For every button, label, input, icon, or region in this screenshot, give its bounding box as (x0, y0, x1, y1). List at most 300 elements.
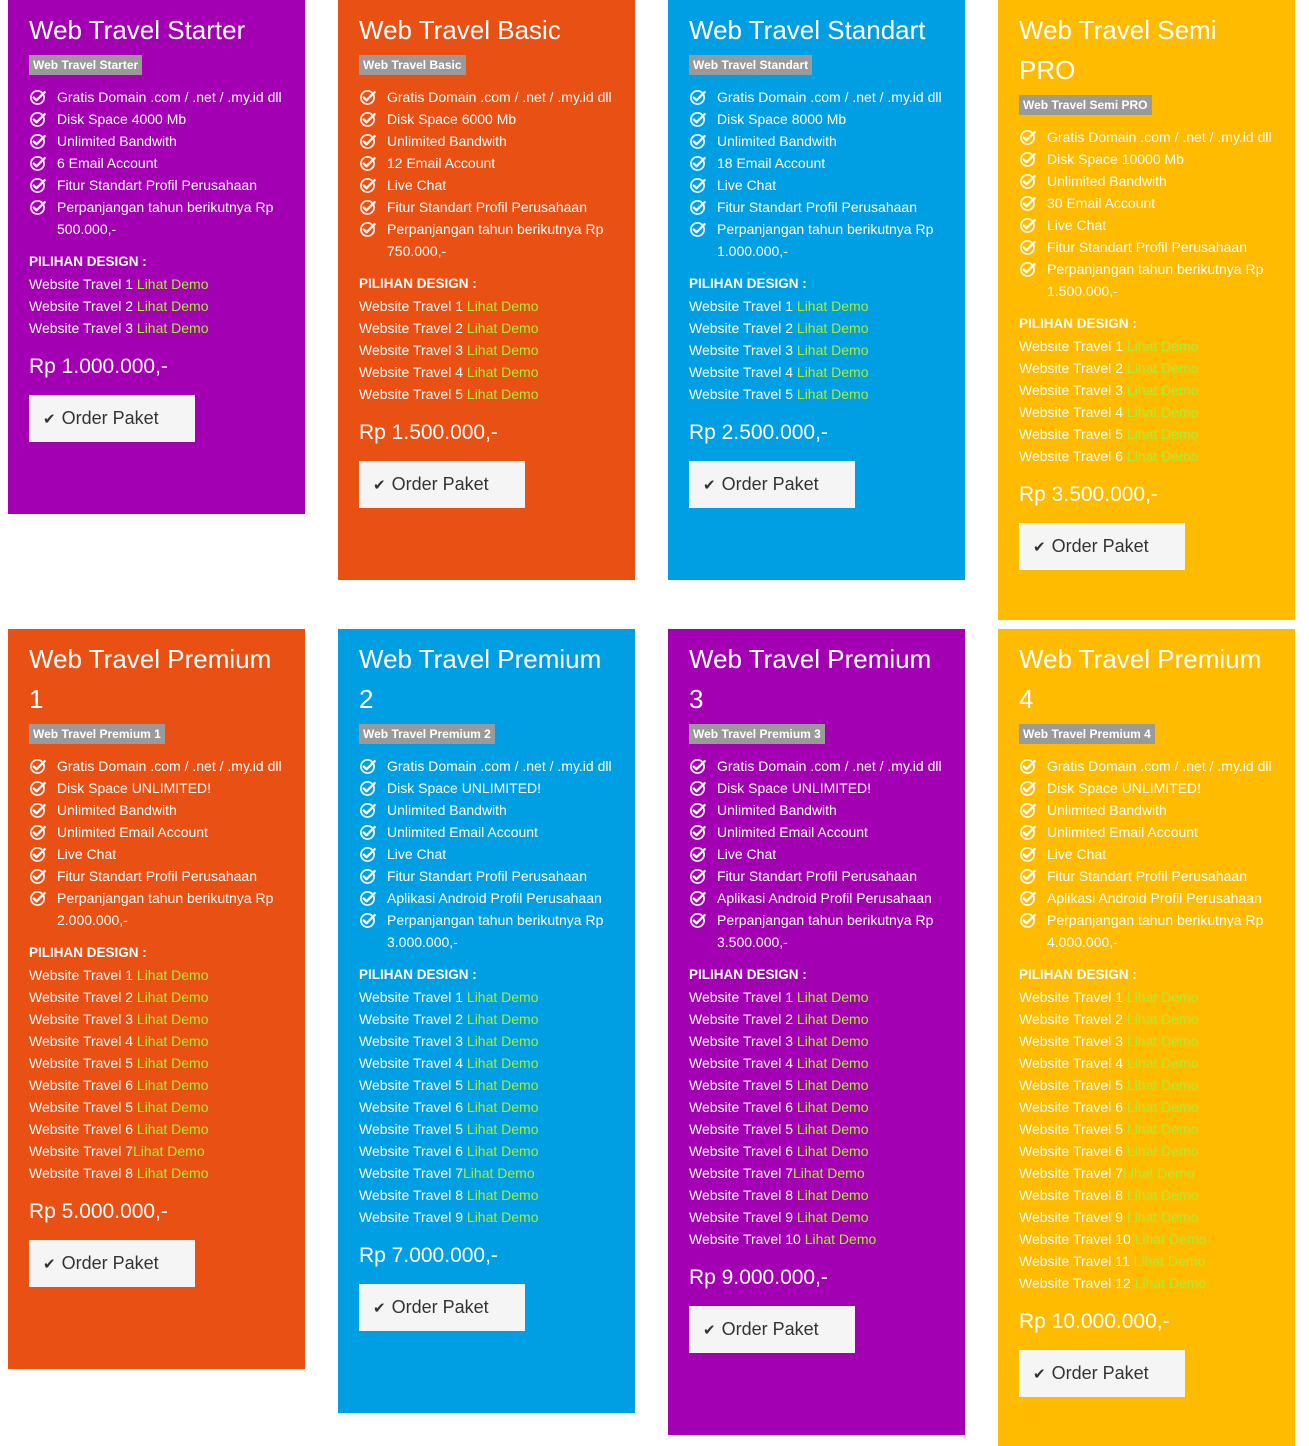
feature-text: Aplikasi Android Profil Perusahaan (1047, 890, 1262, 906)
demo-link[interactable]: Lihat Demo (136, 1165, 209, 1181)
feature-text: Aplikasi Android Profil Perusahaan (717, 890, 932, 906)
demo-link[interactable]: Lihat Demo (466, 1033, 539, 1049)
demo-link[interactable]: Lihat Demo (796, 1187, 869, 1203)
feature-item (1019, 887, 1274, 909)
design-option (689, 1052, 944, 1074)
demo-link[interactable]: Lihat Demo (796, 298, 869, 314)
design-label: Website Travel 8 (359, 1187, 467, 1203)
demo-link[interactable]: Lihat Demo (466, 1011, 539, 1027)
order-button[interactable] (1019, 523, 1185, 570)
feature-text: Gratis Domain .com / .net / .my.id dll (1047, 758, 1272, 774)
feature-list (1019, 126, 1274, 302)
feature-text: Perpanjangan tahun berikutnya Rp 1.000.000,- (717, 221, 934, 259)
demo-link[interactable]: Lihat Demo (796, 342, 869, 358)
design-option (29, 1162, 284, 1184)
design-option (689, 986, 944, 1008)
design-label: Website Travel 6 (359, 1143, 467, 1159)
design-label: Website Travel 1 (29, 276, 137, 292)
demo-link[interactable]: Lihat Demo (466, 1099, 539, 1115)
feature-item (1019, 821, 1274, 843)
design-option (359, 1118, 614, 1140)
feature-item (29, 152, 284, 174)
order-button-label: Order Paket (721, 473, 819, 494)
card-badge: Web Travel Starter (29, 55, 142, 75)
feature-item (689, 86, 944, 108)
card-title: Web Travel Basic (359, 15, 561, 45)
feature-item (1019, 126, 1274, 148)
feature-text: Unlimited Bandwith (717, 802, 837, 818)
design-option (1019, 1272, 1274, 1294)
checkmark-icon: ✔ (1033, 538, 1046, 556)
design-label: Website Travel 9 (359, 1209, 467, 1225)
design-label: Website Travel 9 (689, 1209, 797, 1225)
design-heading: PILIHAN DESIGN : (359, 276, 477, 291)
demo-link[interactable]: Lihat Demo (1134, 1231, 1207, 1247)
feature-text: Aplikasi Android Profil Perusahaan (387, 890, 602, 906)
demo-link[interactable]: Lihat Demo (136, 1011, 209, 1027)
order-button-label: Order Paket (61, 407, 159, 428)
design-option (29, 1030, 284, 1052)
checkmark-icon: ✔ (1033, 1365, 1046, 1383)
feature-item (689, 909, 944, 953)
design-option (1019, 1162, 1274, 1184)
feature-text: Unlimited Bandwith (387, 133, 507, 149)
feature-list (29, 755, 284, 931)
design-option (29, 1096, 284, 1118)
demo-link[interactable]: Lihat Demo (796, 1033, 869, 1049)
design-option (359, 1140, 614, 1162)
design-option (29, 1008, 284, 1030)
design-label: Website Travel 6 (1019, 1143, 1127, 1159)
feature-text: Gratis Domain .com / .net / .my.id dll (717, 758, 942, 774)
design-option (1019, 1118, 1274, 1140)
demo-link[interactable]: Lihat Demo (1126, 1099, 1199, 1115)
demo-link[interactable]: Lihat Demo (136, 989, 209, 1005)
card-price: Rp 3.500.000,- (1019, 483, 1158, 506)
feature-list (1019, 755, 1274, 953)
feature-text: Unlimited Bandwith (1047, 173, 1167, 189)
design-label: Website Travel 6 (1019, 448, 1127, 464)
design-label: Website Travel 3 (689, 1033, 797, 1049)
feature-text: Unlimited Email Account (387, 824, 538, 840)
design-label: Website Travel 2 (689, 320, 797, 336)
design-option (1019, 445, 1274, 467)
feature-text: 18 Email Account (717, 155, 826, 171)
demo-link[interactable]: Lihat Demo (136, 1121, 209, 1137)
feature-item (359, 821, 614, 843)
checkmark-icon: ✔ (43, 1255, 56, 1273)
feature-item (689, 777, 944, 799)
demo-link[interactable]: Lihat Demo (796, 1055, 869, 1071)
design-heading: PILIHAN DESIGN : (359, 967, 477, 982)
card-title: Web Travel Premium 1 (29, 644, 272, 714)
demo-link[interactable]: Lihat Demo (1126, 404, 1199, 420)
design-label: Website Travel 7 (689, 1165, 794, 1181)
demo-link[interactable]: Lihat Demo (1126, 448, 1199, 464)
feature-text: Perpanjangan tahun berikutnya Rp 3.500.000,- (717, 912, 934, 950)
demo-link[interactable]: Lihat Demo (136, 276, 209, 292)
order-button-label: Order Paket (721, 1318, 819, 1339)
order-button-label: Order Paket (391, 473, 489, 494)
design-option (1019, 986, 1274, 1008)
card-price: Rp 7.000.000,- (359, 1244, 498, 1267)
feature-item (1019, 777, 1274, 799)
feature-text: Perpanjangan tahun berikutnya Rp 2.000.000,- (57, 890, 274, 928)
feature-text: Unlimited Bandwith (57, 802, 177, 818)
design-option (1019, 1008, 1274, 1030)
design-label: Website Travel 6 (359, 1099, 467, 1115)
design-label: Website Travel 5 (1019, 1121, 1127, 1137)
design-option (1019, 1140, 1274, 1162)
feature-item (689, 821, 944, 843)
card-price: Rp 1.500.000,- (359, 421, 498, 444)
demo-link[interactable]: Lihat Demo (1126, 1033, 1199, 1049)
demo-link[interactable]: Lihat Demo (796, 386, 869, 402)
order-button[interactable] (29, 395, 195, 442)
design-label: Website Travel 10 (1019, 1231, 1135, 1247)
feature-item (689, 108, 944, 130)
card-badge: Web Travel Premium 4 (1019, 724, 1155, 744)
design-label: Website Travel 1 (689, 989, 797, 1005)
feature-item (359, 865, 614, 887)
demo-link[interactable]: Lihat Demo (133, 1143, 205, 1159)
feature-text: Live Chat (387, 177, 447, 193)
demo-link[interactable]: Lihat Demo (1126, 1077, 1199, 1093)
design-label: Website Travel 1 (689, 298, 797, 314)
feature-text: Live Chat (387, 846, 447, 862)
design-label: Website Travel 3 (689, 342, 797, 358)
design-option (689, 383, 944, 405)
feature-item (689, 843, 944, 865)
design-label: Website Travel 8 (689, 1187, 797, 1203)
demo-link[interactable]: Lihat Demo (466, 1143, 539, 1159)
design-option (29, 1140, 284, 1162)
feature-item (359, 108, 614, 130)
design-option (689, 1118, 944, 1140)
demo-link[interactable]: Lihat Demo (136, 298, 209, 314)
card-title: Web Travel Starter (29, 15, 246, 45)
design-option (29, 317, 284, 339)
feature-item (1019, 236, 1274, 258)
demo-link[interactable]: Lihat Demo (466, 1077, 539, 1093)
order-button[interactable] (359, 461, 525, 508)
card-title: Web Travel Premium 3 (689, 644, 932, 714)
design-option (689, 317, 944, 339)
feature-item (29, 130, 284, 152)
feature-item (1019, 799, 1274, 821)
design-label: Website Travel 2 (359, 320, 467, 336)
design-option (29, 1118, 284, 1140)
demo-link[interactable]: Lihat Demo (1126, 989, 1199, 1005)
demo-link[interactable]: Lihat Demo (1126, 382, 1199, 398)
design-heading: PILIHAN DESIGN : (29, 945, 147, 960)
design-option (1019, 1228, 1274, 1250)
demo-link[interactable]: Lihat Demo (466, 1121, 539, 1137)
feature-item (1019, 909, 1274, 953)
feature-item (359, 887, 614, 909)
design-label: Website Travel 2 (1019, 1011, 1127, 1027)
design-option (359, 1206, 614, 1228)
feature-text: Perpanjangan tahun berikutnya Rp 750.000,- (387, 221, 604, 259)
feature-item (29, 86, 284, 108)
order-button[interactable] (689, 461, 855, 508)
design-label: Website Travel 7 (359, 1165, 464, 1181)
order-button-label: Order Paket (61, 1252, 159, 1273)
feature-text: Live Chat (1047, 846, 1107, 862)
design-option (359, 1074, 614, 1096)
design-label: Website Travel 4 (29, 1033, 137, 1049)
design-label: Website Travel 5 (29, 1055, 137, 1071)
feature-item (1019, 170, 1274, 192)
design-option (29, 1074, 284, 1096)
demo-link[interactable]: Lihat Demo (804, 1231, 877, 1247)
design-label: Website Travel 6 (29, 1077, 137, 1093)
feature-text: Perpanjangan tahun berikutnya Rp 1.500.000,- (1047, 261, 1264, 299)
demo-link[interactable]: Lihat Demo (796, 1209, 869, 1225)
feature-text: Fitur Standart Profil Perusahaan (387, 199, 587, 215)
demo-link[interactable]: Lihat Demo (136, 1077, 209, 1093)
demo-link[interactable]: Lihat Demo (463, 1165, 535, 1181)
checkmark-icon: ✔ (703, 1321, 716, 1339)
demo-link[interactable]: Lihat Demo (1126, 1187, 1199, 1203)
design-option (1019, 423, 1274, 445)
demo-link[interactable]: Lihat Demo (466, 386, 539, 402)
design-option (689, 1206, 944, 1228)
feature-item (689, 218, 944, 262)
order-button-label: Order Paket (1051, 1362, 1149, 1383)
feature-text: Gratis Domain .com / .net / .my.id dll (1047, 129, 1272, 145)
demo-link[interactable]: Lihat Demo (796, 364, 869, 380)
design-option (359, 317, 614, 339)
design-label: Website Travel 5 (29, 1099, 137, 1115)
feature-text: Unlimited Bandwith (387, 802, 507, 818)
card-title: Web Travel Standart (689, 15, 926, 45)
feature-item (29, 174, 284, 196)
design-label: Website Travel 5 (359, 386, 467, 402)
pricing-card (998, 0, 1295, 620)
demo-link[interactable]: Lihat Demo (466, 989, 539, 1005)
order-button[interactable] (359, 1284, 525, 1331)
design-label: Website Travel 6 (689, 1143, 797, 1159)
feature-item (359, 218, 614, 262)
demo-link[interactable]: Lihat Demo (1126, 1209, 1199, 1225)
feature-item (1019, 214, 1274, 236)
demo-link[interactable]: Lihat Demo (1126, 1121, 1199, 1137)
design-option (1019, 1074, 1274, 1096)
demo-link[interactable]: Lihat Demo (136, 320, 209, 336)
card-badge: Web Travel Premium 2 (359, 724, 495, 744)
feature-item (689, 196, 944, 218)
feature-list (689, 755, 944, 953)
feature-text: Disk Space 8000 Mb (717, 111, 847, 127)
design-option (689, 295, 944, 317)
design-option (689, 1162, 944, 1184)
design-option (1019, 1184, 1274, 1206)
feature-text: Gratis Domain .com / .net / .my.id dll (387, 758, 612, 774)
checkmark-icon: ✔ (373, 1299, 386, 1317)
design-option (29, 964, 284, 986)
design-label: Website Travel 5 (1019, 1077, 1127, 1093)
design-label: Website Travel 5 (689, 1077, 797, 1093)
design-option (1019, 1052, 1274, 1074)
demo-link[interactable]: Lihat Demo (466, 320, 539, 336)
design-label: Website Travel 3 (359, 342, 467, 358)
feature-item (689, 130, 944, 152)
demo-link[interactable]: Lihat Demo (136, 1055, 209, 1071)
order-button[interactable] (689, 1306, 855, 1353)
design-heading: PILIHAN DESIGN : (689, 276, 807, 291)
pricing-card (668, 629, 965, 1435)
design-label: Website Travel 3 (29, 1011, 137, 1027)
design-option (689, 1096, 944, 1118)
feature-text: Fitur Standart Profil Perusahaan (57, 177, 257, 193)
feature-text: Gratis Domain .com / .net / .my.id dll (387, 89, 612, 105)
demo-link[interactable]: Lihat Demo (1134, 1275, 1207, 1291)
feature-item (689, 152, 944, 174)
demo-link[interactable]: Lihat Demo (466, 1055, 539, 1071)
card-title: Web Travel Semi PRO (1019, 15, 1217, 85)
design-option (689, 361, 944, 383)
card-badge: Web Travel Standart (689, 55, 812, 75)
design-label: Website Travel 4 (359, 364, 467, 380)
design-heading: PILIHAN DESIGN : (1019, 967, 1137, 982)
demo-link[interactable]: Lihat Demo (796, 989, 869, 1005)
feature-text: 6 Email Account (57, 155, 158, 171)
design-label: Website Travel 8 (29, 1165, 137, 1181)
demo-link[interactable]: Lihat Demo (136, 1099, 209, 1115)
feature-text: Fitur Standart Profil Perusahaan (1047, 868, 1247, 884)
design-option (359, 1008, 614, 1030)
demo-link[interactable]: Lihat Demo (1126, 360, 1199, 376)
checkmark-icon: ✔ (373, 476, 386, 494)
feature-text: Unlimited Bandwith (1047, 802, 1167, 818)
feature-item (359, 86, 614, 108)
order-button-label: Order Paket (391, 1296, 489, 1317)
demo-link[interactable]: Lihat Demo (796, 1011, 869, 1027)
feature-item (359, 755, 614, 777)
demo-link[interactable]: Lihat Demo (796, 1143, 869, 1159)
design-label: Website Travel 5 (689, 1121, 797, 1137)
feature-item (1019, 865, 1274, 887)
order-button[interactable] (29, 1240, 195, 1287)
feature-item (359, 909, 614, 953)
feature-item (29, 865, 284, 887)
design-label: Website Travel 2 (359, 1011, 467, 1027)
feature-text: Perpanjangan tahun berikutnya Rp 500.000,- (57, 199, 274, 237)
design-option (689, 1140, 944, 1162)
demo-link[interactable]: Lihat Demo (466, 342, 539, 358)
pricing-card (338, 0, 635, 580)
design-label: Website Travel 7 (29, 1143, 134, 1159)
design-heading: PILIHAN DESIGN : (1019, 316, 1137, 331)
order-button[interactable] (1019, 1350, 1185, 1397)
feature-text: Fitur Standart Profil Perusahaan (387, 868, 587, 884)
demo-link[interactable]: Lihat Demo (1123, 1165, 1195, 1181)
demo-link[interactable]: Lihat Demo (136, 1033, 209, 1049)
design-option (359, 1162, 614, 1184)
feature-text: Gratis Domain .com / .net / .my.id dll (57, 89, 282, 105)
demo-link[interactable]: Lihat Demo (796, 1099, 869, 1115)
feature-item (29, 755, 284, 777)
card-badge: Web Travel Semi PRO (1019, 95, 1152, 115)
feature-text: Disk Space 6000 Mb (387, 111, 517, 127)
feature-text: 12 Email Account (387, 155, 496, 171)
demo-link[interactable]: Lihat Demo (1126, 1055, 1199, 1071)
design-label: Website Travel 1 (1019, 338, 1127, 354)
design-label: Website Travel 3 (1019, 382, 1127, 398)
design-label: Website Travel 5 (689, 386, 797, 402)
design-option (359, 1030, 614, 1052)
feature-text: Live Chat (717, 177, 777, 193)
feature-text: Fitur Standart Profil Perusahaan (717, 199, 917, 215)
feature-item (359, 174, 614, 196)
card-price: Rp 1.000.000,- (29, 355, 168, 378)
feature-item (1019, 258, 1274, 302)
demo-link[interactable]: Lihat Demo (1126, 338, 1199, 354)
design-label: Website Travel 2 (29, 298, 137, 314)
design-option (1019, 1250, 1274, 1272)
demo-link[interactable]: Lihat Demo (466, 298, 539, 314)
design-label: Website Travel 11 (1019, 1253, 1134, 1269)
demo-link[interactable]: Lihat Demo (1126, 1011, 1199, 1027)
design-option (689, 1074, 944, 1096)
feature-item (29, 843, 284, 865)
design-option (1019, 357, 1274, 379)
feature-text: Gratis Domain .com / .net / .my.id dll (717, 89, 942, 105)
demo-link[interactable]: Lihat Demo (1126, 426, 1199, 442)
checkmark-icon: ✔ (703, 476, 716, 494)
design-label: Website Travel 6 (1019, 1099, 1127, 1115)
feature-text: Disk Space 4000 Mb (57, 111, 187, 127)
design-option (359, 986, 614, 1008)
feature-item (1019, 755, 1274, 777)
demo-link[interactable]: Lihat Demo (796, 1121, 869, 1137)
design-label: Website Travel 5 (359, 1121, 467, 1137)
feature-item (29, 108, 284, 130)
demo-link[interactable]: Lihat Demo (136, 967, 209, 983)
demo-link[interactable]: Lihat Demo (796, 320, 869, 336)
feature-text: Unlimited Bandwith (57, 133, 177, 149)
design-option (689, 1184, 944, 1206)
feature-item (29, 821, 284, 843)
demo-link[interactable]: Lihat Demo (1133, 1253, 1206, 1269)
design-label: Website Travel 12 (1019, 1275, 1135, 1291)
feature-text: Unlimited Email Account (1047, 824, 1198, 840)
design-option (359, 383, 614, 405)
pricing-card (8, 0, 305, 514)
design-option (359, 1052, 614, 1074)
design-option (1019, 1206, 1274, 1228)
demo-link[interactable]: Lihat Demo (793, 1165, 865, 1181)
pricing-card (998, 629, 1295, 1446)
feature-item (1019, 192, 1274, 214)
demo-link[interactable]: Lihat Demo (466, 364, 539, 380)
demo-link[interactable]: Lihat Demo (796, 1077, 869, 1093)
feature-text: Disk Space UNLIMITED! (1047, 780, 1202, 796)
design-label: Website Travel 4 (1019, 404, 1127, 420)
demo-link[interactable]: Lihat Demo (466, 1187, 539, 1203)
feature-list (29, 86, 284, 240)
design-option (29, 295, 284, 317)
demo-link[interactable]: Lihat Demo (466, 1209, 539, 1225)
feature-item (359, 777, 614, 799)
card-price: Rp 5.000.000,- (29, 1200, 168, 1223)
feature-text: Unlimited Email Account (717, 824, 868, 840)
design-label: Website Travel 7 (1019, 1165, 1124, 1181)
design-label: Website Travel 1 (359, 298, 467, 314)
demo-link[interactable]: Lihat Demo (1126, 1143, 1199, 1159)
design-option (1019, 379, 1274, 401)
